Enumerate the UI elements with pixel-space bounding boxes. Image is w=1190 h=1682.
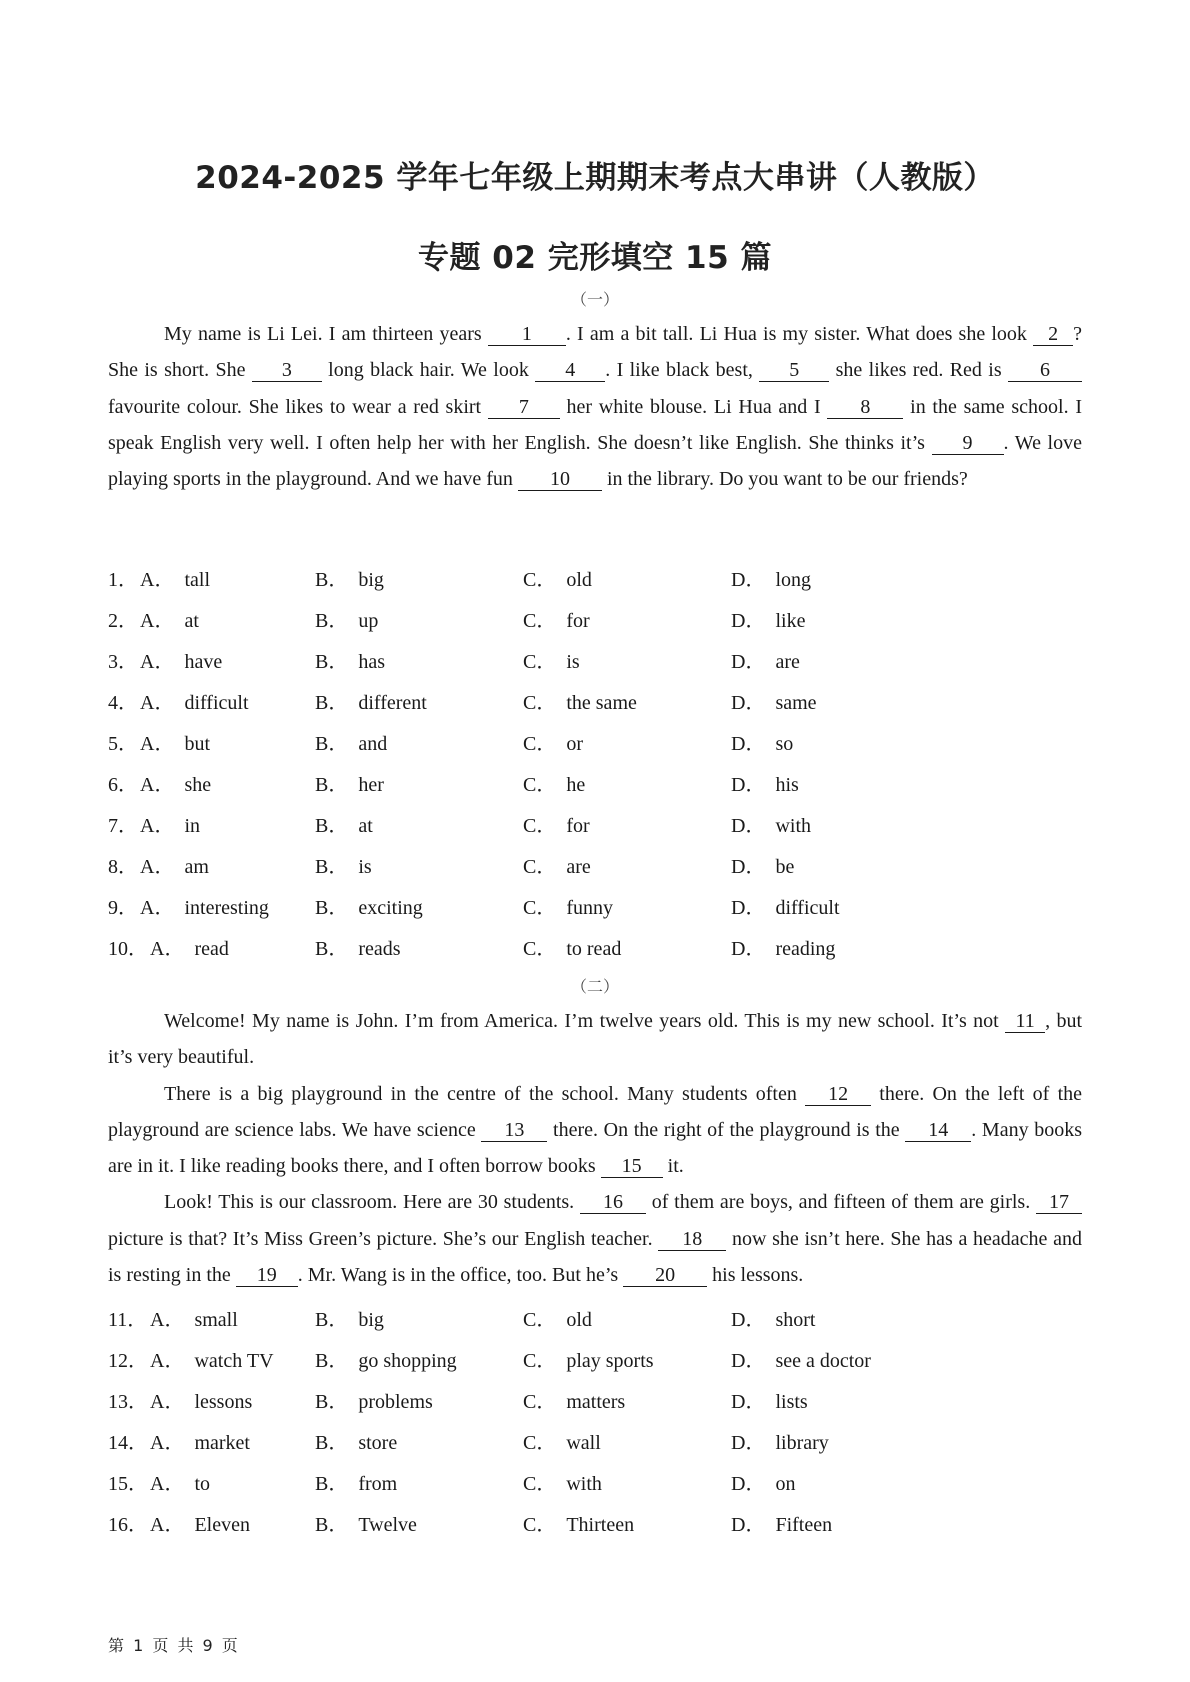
option-c bbox=[523, 1508, 634, 1537]
option-a bbox=[140, 768, 211, 797]
option-c bbox=[523, 1385, 625, 1414]
answer-blank: 18 bbox=[658, 1228, 726, 1251]
question-number: 15． bbox=[108, 1473, 148, 1495]
option-text: like bbox=[775, 610, 806, 632]
option-a bbox=[150, 1385, 252, 1414]
section-label: （二） bbox=[570, 977, 619, 996]
option-letter: D． bbox=[731, 1350, 766, 1372]
option-letter: A． bbox=[140, 569, 175, 591]
question-number: 6． bbox=[108, 774, 138, 796]
option-letter: A． bbox=[140, 651, 175, 673]
option-letter: B． bbox=[315, 774, 349, 796]
option-text: with bbox=[566, 1473, 602, 1495]
option-a bbox=[140, 645, 222, 674]
passage-2 bbox=[108, 1003, 1082, 1293]
option-letter: D． bbox=[731, 610, 766, 632]
option-letter: B． bbox=[315, 569, 349, 591]
answer-blank: 7 bbox=[488, 396, 560, 419]
option-letter: D． bbox=[731, 651, 766, 673]
option-letter: A． bbox=[140, 692, 175, 714]
option-a bbox=[150, 932, 229, 961]
option-letter: D． bbox=[731, 692, 766, 714]
question-number: 14． bbox=[108, 1432, 148, 1454]
option-a bbox=[150, 1303, 238, 1332]
answer-blank: 16 bbox=[580, 1191, 646, 1214]
option-c bbox=[523, 727, 583, 756]
option-letter: B． bbox=[315, 610, 349, 632]
question-number: 11． bbox=[108, 1309, 148, 1331]
option-text: or bbox=[566, 733, 584, 755]
answer-blank: 17 bbox=[1036, 1191, 1082, 1214]
option-a bbox=[150, 1426, 250, 1455]
option-text: and bbox=[358, 733, 388, 755]
option-d bbox=[731, 686, 817, 715]
option-text: to bbox=[194, 1473, 211, 1495]
question-row bbox=[108, 809, 1082, 850]
option-b bbox=[315, 604, 378, 633]
option-text: lessons bbox=[194, 1391, 253, 1413]
option-b bbox=[315, 1385, 433, 1414]
option-c bbox=[523, 1467, 602, 1496]
passage-1 bbox=[108, 316, 1082, 497]
option-text: the same bbox=[566, 692, 637, 714]
question-row bbox=[108, 932, 1082, 973]
option-letter: A． bbox=[150, 1309, 185, 1331]
option-letter: C． bbox=[523, 1391, 557, 1413]
option-text: library bbox=[775, 1432, 829, 1454]
option-b bbox=[315, 727, 387, 756]
option-text: but bbox=[184, 733, 211, 755]
option-text: matters bbox=[566, 1391, 626, 1413]
question-number: 4． bbox=[108, 692, 138, 714]
option-b bbox=[315, 891, 423, 920]
option-letter: A． bbox=[140, 815, 175, 837]
option-text: old bbox=[566, 1309, 592, 1331]
question-number: 8． bbox=[108, 856, 138, 878]
option-d bbox=[731, 809, 811, 838]
option-letter: C． bbox=[523, 774, 557, 796]
option-text: Thirteen bbox=[566, 1514, 635, 1536]
option-letter: D． bbox=[731, 815, 766, 837]
option-c bbox=[523, 932, 621, 961]
section-label: （一） bbox=[570, 290, 619, 309]
option-c bbox=[523, 850, 591, 879]
option-letter: D． bbox=[731, 1432, 766, 1454]
option-letter: C． bbox=[523, 1309, 557, 1331]
question-row bbox=[108, 850, 1082, 891]
option-b bbox=[315, 1426, 397, 1455]
answer-blank: 6 bbox=[1008, 359, 1082, 382]
option-letter: C． bbox=[523, 1432, 557, 1454]
option-b bbox=[315, 1344, 457, 1373]
option-text: reading bbox=[775, 938, 836, 960]
question-row bbox=[108, 891, 1082, 932]
option-letter: C． bbox=[523, 897, 557, 919]
option-text: he bbox=[566, 774, 586, 796]
option-letter: A． bbox=[150, 1473, 185, 1495]
option-b bbox=[315, 1303, 384, 1332]
option-text: interesting bbox=[184, 897, 269, 919]
option-a bbox=[140, 891, 269, 920]
option-letter: B． bbox=[315, 1309, 349, 1331]
option-text: problems bbox=[358, 1391, 433, 1413]
option-letter: B． bbox=[315, 1391, 349, 1413]
option-c bbox=[523, 1344, 654, 1373]
document-subtitle: 专题 02 完形填空 15 篇 bbox=[418, 240, 772, 276]
option-c bbox=[523, 604, 590, 633]
option-a bbox=[150, 1508, 250, 1537]
option-text: same bbox=[775, 692, 817, 714]
option-letter: B． bbox=[315, 733, 349, 755]
option-d bbox=[731, 1467, 795, 1496]
option-d bbox=[731, 1303, 815, 1332]
option-letter: C． bbox=[523, 569, 557, 591]
option-letter: B． bbox=[315, 692, 349, 714]
option-letter: C． bbox=[523, 651, 557, 673]
option-b bbox=[315, 768, 384, 797]
option-letter: A． bbox=[140, 610, 175, 632]
option-letter: B． bbox=[315, 1473, 349, 1495]
option-c bbox=[523, 563, 592, 592]
question-row bbox=[108, 563, 1082, 604]
option-d bbox=[731, 563, 811, 592]
question-number: 12． bbox=[108, 1350, 148, 1372]
option-b bbox=[315, 1467, 397, 1496]
option-text: old bbox=[566, 569, 592, 591]
option-text: up bbox=[358, 610, 379, 632]
option-letter: B． bbox=[315, 1432, 349, 1454]
option-text: difficult bbox=[184, 692, 249, 714]
option-b bbox=[315, 686, 427, 715]
option-text: Twelve bbox=[358, 1514, 417, 1536]
answer-blank: 15 bbox=[601, 1155, 663, 1178]
option-letter: B． bbox=[315, 651, 349, 673]
option-letter: D． bbox=[731, 733, 766, 755]
option-text: on bbox=[775, 1473, 796, 1495]
option-text: am bbox=[184, 856, 209, 878]
option-letter: D． bbox=[731, 856, 766, 878]
option-d bbox=[731, 727, 793, 756]
answer-blank: 20 bbox=[623, 1264, 707, 1287]
option-c bbox=[523, 1303, 592, 1332]
option-text: read bbox=[194, 938, 229, 960]
answer-blank: 11 bbox=[1005, 1010, 1045, 1033]
option-text: funny bbox=[566, 897, 614, 919]
option-text: from bbox=[358, 1473, 398, 1495]
question-row bbox=[108, 727, 1082, 768]
option-letter: A． bbox=[150, 938, 185, 960]
option-c bbox=[523, 809, 590, 838]
paragraph: Look! This is our classroom. Here are 30 students. 16 of them are boys, and fifteen of them are girls. 17 picture is that? It’s Miss Green’s picture. She’s our English teacher. 18 now she isn’t here. She has a headache and is resting in the 19 . Mr. Wang is in the office, too. But he’s 20 his lessons. bbox=[108, 1191, 1082, 1287]
option-b bbox=[315, 645, 385, 674]
option-text: is bbox=[358, 856, 372, 878]
option-a bbox=[150, 1467, 210, 1496]
option-letter: A． bbox=[140, 897, 175, 919]
option-letter: D． bbox=[731, 569, 766, 591]
option-text: different bbox=[358, 692, 427, 714]
document-title: 2024-2025 学年七年级上期期末考点大串讲（人教版） bbox=[195, 160, 995, 196]
option-letter: A． bbox=[150, 1350, 185, 1372]
option-d bbox=[731, 1426, 829, 1455]
option-text: in bbox=[184, 815, 201, 837]
option-d bbox=[731, 1508, 832, 1537]
option-b bbox=[315, 932, 401, 961]
option-text: be bbox=[775, 856, 795, 878]
question-row bbox=[108, 645, 1082, 686]
option-text: to read bbox=[566, 938, 622, 960]
answer-blank: 4 bbox=[535, 359, 605, 382]
answer-blank: 13 bbox=[481, 1119, 547, 1142]
option-letter: D． bbox=[731, 1514, 766, 1536]
question-list-2 bbox=[108, 1303, 1082, 1549]
option-text: watch TV bbox=[194, 1350, 274, 1372]
option-letter: A． bbox=[140, 856, 175, 878]
option-text: is bbox=[566, 651, 580, 673]
option-text: difficult bbox=[775, 897, 840, 919]
option-text: big bbox=[358, 569, 384, 591]
option-letter: A． bbox=[150, 1391, 185, 1413]
option-text: wall bbox=[566, 1432, 601, 1454]
question-row bbox=[108, 1426, 1082, 1467]
paragraph: My name is Li Lei. I am thirteen years 1 . I am a bit tall. Li Hua is my sister. What does she look 2 ? She is short. She 3 long black hair. We look 4 . I like black best, 5 she likes red. Red is 6 favourite colour. She likes to wear a red skirt 7 her white blouse. Li Hua and I 8 in the same school. I speak English very well. I often help her with her English. She doesn’t like English. She thinks it’s 9 . We love playing sports in the playground. And we have fun 10 in the library. Do you want to be our friends? bbox=[108, 323, 1083, 491]
option-text: exciting bbox=[358, 897, 423, 919]
option-letter: C． bbox=[523, 692, 557, 714]
question-number: 10． bbox=[108, 938, 148, 960]
question-row bbox=[108, 686, 1082, 727]
option-text: store bbox=[358, 1432, 398, 1454]
answer-blank: 19 bbox=[236, 1264, 298, 1287]
option-text: small bbox=[194, 1309, 238, 1331]
option-text: her bbox=[358, 774, 384, 796]
option-text: for bbox=[566, 610, 590, 632]
option-d bbox=[731, 604, 805, 633]
option-text: play sports bbox=[566, 1350, 654, 1372]
option-letter: B． bbox=[315, 1514, 349, 1536]
option-letter: C． bbox=[523, 1350, 557, 1372]
option-d bbox=[731, 850, 794, 879]
option-d bbox=[731, 768, 799, 797]
option-letter: A． bbox=[150, 1514, 185, 1536]
option-c bbox=[523, 1426, 601, 1455]
option-text: for bbox=[566, 815, 590, 837]
option-letter: D． bbox=[731, 897, 766, 919]
question-row bbox=[108, 1508, 1082, 1549]
option-b bbox=[315, 563, 384, 592]
option-text: are bbox=[566, 856, 591, 878]
option-text: big bbox=[358, 1309, 384, 1331]
option-text: market bbox=[194, 1432, 250, 1454]
option-a bbox=[150, 1344, 274, 1373]
option-b bbox=[315, 1508, 417, 1537]
answer-blank: 9 bbox=[932, 432, 1004, 455]
question-row bbox=[108, 604, 1082, 645]
paragraph: There is a big playground in the centre of the school. Many students often 12 there. On the left of the playground are science labs. We have science 13 there. On the right of the playground is the 14 . Many books are in it. I like reading books there, and I often borrow books 15 it. bbox=[108, 1082, 1083, 1178]
option-a bbox=[140, 850, 209, 879]
option-text: she bbox=[184, 774, 212, 796]
option-text: go shopping bbox=[358, 1350, 457, 1372]
option-a bbox=[140, 727, 210, 756]
option-letter: A． bbox=[140, 733, 175, 755]
answer-blank: 8 bbox=[827, 396, 903, 419]
option-text: have bbox=[184, 651, 223, 673]
question-row bbox=[108, 1467, 1082, 1508]
option-letter: C． bbox=[523, 938, 557, 960]
answer-blank: 10 bbox=[518, 468, 602, 491]
question-number: 1． bbox=[108, 569, 138, 591]
option-text: with bbox=[775, 815, 812, 837]
option-d bbox=[731, 932, 835, 961]
option-text: tall bbox=[184, 569, 210, 591]
option-d bbox=[731, 891, 840, 920]
option-a bbox=[140, 809, 200, 838]
option-text: so bbox=[775, 733, 794, 755]
option-letter: B． bbox=[315, 1350, 349, 1372]
option-letter: D． bbox=[731, 1391, 766, 1413]
option-letter: C． bbox=[523, 856, 557, 878]
option-text: lists bbox=[775, 1391, 808, 1413]
option-letter: D． bbox=[731, 938, 766, 960]
option-text: has bbox=[358, 651, 386, 673]
option-text: at bbox=[184, 610, 199, 632]
answer-blank: 12 bbox=[805, 1083, 871, 1106]
question-number: 9． bbox=[108, 897, 138, 919]
answer-blank: 2 bbox=[1033, 323, 1073, 346]
question-row bbox=[108, 1303, 1082, 1344]
option-text: long bbox=[775, 569, 812, 591]
question-number: 13． bbox=[108, 1391, 148, 1413]
option-d bbox=[731, 645, 800, 674]
option-c bbox=[523, 891, 613, 920]
answer-blank: 5 bbox=[759, 359, 829, 382]
question-number: 5． bbox=[108, 733, 138, 755]
option-a bbox=[140, 686, 249, 715]
option-text: reads bbox=[358, 938, 401, 960]
paragraph: Welcome! My name is John. I’m from America. I’m twelve years old. This is my new school. It’s not 11 , but it’s very beautiful. bbox=[108, 1010, 1083, 1069]
option-letter: D． bbox=[731, 1309, 766, 1331]
answer-blank: 14 bbox=[905, 1119, 971, 1142]
option-letter: D． bbox=[731, 1473, 766, 1495]
option-d bbox=[731, 1385, 808, 1414]
option-letter: C． bbox=[523, 610, 557, 632]
question-number: 2． bbox=[108, 610, 138, 632]
answer-blank: 3 bbox=[252, 359, 322, 382]
question-list-1 bbox=[108, 563, 1082, 973]
option-text: at bbox=[358, 815, 373, 837]
question-row bbox=[108, 1344, 1082, 1385]
option-letter: B． bbox=[315, 897, 349, 919]
answer-blank: 1 bbox=[488, 323, 566, 346]
option-letter: C． bbox=[523, 1514, 557, 1536]
option-text: his bbox=[775, 774, 799, 796]
question-number: 7． bbox=[108, 815, 138, 837]
question-row bbox=[108, 768, 1082, 809]
option-text: are bbox=[775, 651, 800, 673]
question-row bbox=[108, 1385, 1082, 1426]
option-text: Eleven bbox=[194, 1514, 250, 1536]
option-letter: A． bbox=[140, 774, 175, 796]
option-letter: C． bbox=[523, 1473, 557, 1495]
option-b bbox=[315, 809, 373, 838]
option-letter: B． bbox=[315, 938, 349, 960]
option-letter: A． bbox=[150, 1432, 185, 1454]
option-text: Fifteen bbox=[775, 1514, 833, 1536]
option-text: short bbox=[775, 1309, 816, 1331]
option-b bbox=[315, 850, 372, 879]
option-c bbox=[523, 768, 585, 797]
page-footer: 第 1 页 共 9 页 bbox=[108, 1636, 240, 1655]
option-text: see a doctor bbox=[775, 1350, 871, 1372]
option-letter: C． bbox=[523, 733, 557, 755]
option-letter: C． bbox=[523, 815, 557, 837]
option-a bbox=[140, 563, 210, 592]
question-number: 3． bbox=[108, 651, 138, 673]
option-letter: D． bbox=[731, 774, 766, 796]
question-number: 16． bbox=[108, 1514, 148, 1536]
option-c bbox=[523, 645, 580, 674]
option-a bbox=[140, 604, 199, 633]
option-letter: B． bbox=[315, 856, 349, 878]
option-d bbox=[731, 1344, 871, 1373]
option-c bbox=[523, 686, 637, 715]
option-letter: B． bbox=[315, 815, 349, 837]
